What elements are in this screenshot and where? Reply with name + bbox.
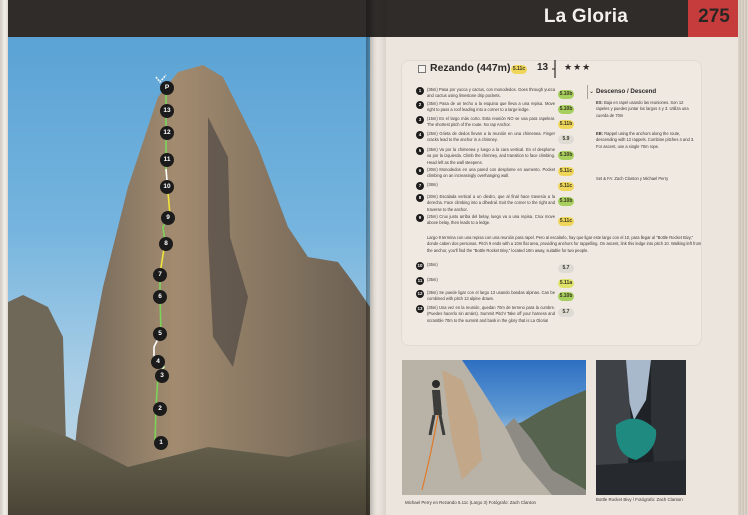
route-name: Rezando (447m) — [430, 62, 511, 74]
bivy-photo — [596, 360, 686, 495]
pitch-number: 10 — [417, 263, 423, 268]
page-edge — [0, 0, 8, 515]
pitch-description: (30m) Monodedos en una pared con desplome en aumento. Pocket climbing on an increasingly overhanging wall. — [427, 167, 555, 179]
pitch-description: (35m) — [427, 277, 438, 282]
pitch-9-note: Largo 9 termina con una repisa con una reunión para rapel. Pero al escalarlo, hay que ligar este largo con el 10, para llegar al "Bottle Rocket Bivy," donde caben dos personas. Pitch 9 ends with a 10m flat area, providing anchors for rappelling. On ascent, link this ledge into pitch 10. Walking left from the anchor, you'll find the "Bottle Rocket Bivy," located 10m away, suitable for two people. — [427, 235, 702, 253]
pitch-grade: 5.10b — [559, 91, 573, 97]
topo-marker[interactable]: 10 — [160, 180, 174, 194]
topo-marker[interactable]: 6 — [153, 290, 167, 304]
pitch-number: 13 — [417, 306, 423, 311]
pitch-grade: 5.7 — [558, 264, 574, 273]
lang-label: EB: — [596, 131, 604, 136]
descend-es-text: Baja en rapel usando las reuniones. Son 12 rapeles y puedes juntar los largos 4 y 3. Utiliza una cuerda de 70m — [596, 100, 689, 118]
chevron-down-icon[interactable]: ⌄ — [589, 89, 595, 95]
topo-marker[interactable]: 3 — [155, 369, 169, 383]
pitch-number: 4 — [416, 131, 424, 139]
descend-es — [596, 100, 697, 119]
pitch-description: (38m) — [427, 182, 438, 187]
topo-marker[interactable]: 11 — [160, 153, 174, 167]
route-checkbox[interactable] — [418, 65, 426, 73]
pitch-description: (35m) Va por la chimenea y luego a la cara vertical. En el desplome va por la izquierda. Climb the chimney, and transition to face climbing. Head left as the wall steepens. — [427, 147, 555, 165]
bivy-illustration — [596, 360, 686, 495]
pitch-grade: 5.10b — [559, 152, 573, 158]
photo-caption: Michael Perry en Rezando 5.11c (Largo 3) Fotógrafo: Zach Clanton — [405, 500, 536, 505]
topo-marker[interactable]: 4 — [151, 355, 165, 369]
pitch-grade: 5.7 — [558, 308, 574, 317]
pitch-number: 3 — [416, 116, 424, 124]
pitch-description: (35m) Una vez en la reunión, quedan 70m de terreno para la cumbre. (Puedes hacerlo sin amárs). Summit Pitch! Take off your harness and scramble 70m to the summit and bask in the glory that is La Gloria! — [427, 305, 555, 323]
topo-marker[interactable]: 8 — [159, 237, 173, 251]
photo-caption: Bottle Rocket Bivy / Fotógrafo: Zach Clanton — [596, 497, 683, 502]
credits: Set & FA: Zach Clanton y Michael Perry — [596, 176, 669, 181]
topo-marker[interactable]: 12 — [160, 126, 174, 140]
right-page — [374, 0, 748, 515]
climber-illustration — [402, 360, 586, 495]
pitch-number: 9 — [416, 214, 424, 222]
pitch-grade: 5.10b — [559, 198, 573, 204]
right-header-bar — [374, 0, 688, 37]
climber-photo — [402, 360, 586, 495]
page-title: La Gloria — [543, 6, 628, 27]
pitch-number: 2 — [416, 101, 424, 109]
topo-marker[interactable]: 5 — [153, 327, 167, 341]
pitch-description: (30m) Escalada vertical a un diedro, que al final hace travesía a la derecha. Face climbing into a dihedral. Exit the corner to the right and traverse to the anchor. — [427, 194, 555, 212]
pitch-grade: 5.11c — [559, 183, 573, 189]
topo-marker[interactable]: P — [160, 81, 174, 95]
pitch-grade: 5.10b — [559, 106, 573, 112]
left-header-bar — [8, 0, 374, 37]
descend-en-text: Rappel using the anchors along the route, descending with 12 rappels. Combine pitches 4 and 3. For ascent, use a single 70m rope. — [596, 131, 695, 149]
page-number: 275 — [698, 6, 730, 27]
topo-marker[interactable]: 9 — [161, 211, 175, 225]
topo-photo — [8, 37, 370, 515]
route-grade-badge: 5.11c — [512, 66, 526, 72]
pitch-count: 13 — [537, 62, 549, 73]
pitch-description: (25m) Crux justo arriba del belay, luego va a una repisa. Crux move above belay, then leads to a ledge. — [427, 214, 555, 226]
pitch-description: (25m) Grieta de dedos llevan a la reunión en una chimenea. Finger cracks lead to the anchor in a chimney. — [427, 131, 555, 143]
pitch-number: 7 — [416, 182, 424, 190]
pitch-number: 1 — [416, 87, 424, 95]
pitch-grade: 5.11a — [559, 280, 573, 286]
pitch-number: 8 — [416, 194, 424, 202]
pitch-number: 6 — [416, 167, 424, 175]
topo-marker[interactable]: 7 — [153, 268, 167, 282]
page-number-box — [688, 0, 740, 37]
pitch-description: (35m) Se puede ligar con el largo 13 usando bandas alpinas. Can be combined with pitch 13 alpine draws. — [427, 290, 555, 302]
topo-marker[interactable]: 13 — [160, 104, 174, 118]
page-edges — [738, 0, 748, 515]
pitch-description: (35m) — [427, 262, 438, 267]
mountain-illustration — [8, 37, 370, 515]
topo-marker[interactable]: 1 — [154, 436, 168, 450]
pitch-description: (15m) Es el largo más corto. Esta reunión NO se usa para rapelear. The shortest pitch of the route. No rap Anchor. — [427, 116, 555, 128]
topo-marker[interactable]: 2 — [153, 402, 167, 416]
rope-icon — [551, 60, 559, 78]
descend-title: Descenso / Descend — [596, 88, 657, 95]
descend-en — [596, 131, 697, 150]
pitch-grade: 5.9 — [558, 135, 574, 144]
star-rating: ★★★ — [564, 62, 592, 72]
pitch-grade: 5.11b — [559, 121, 573, 127]
pitch-description: (35m) Pasa de un techo a la esquina que lleva a una repisa. Move right to pass a roof leading into a corner to a large ledge. — [427, 101, 555, 113]
pitch-grade: 5.11c — [559, 168, 573, 174]
pitch-grade: 5.11c — [559, 218, 573, 224]
pitch-number: 12 — [417, 291, 423, 296]
pitch-number: 5 — [416, 147, 424, 155]
pitch-grade: 5.10b — [559, 293, 573, 299]
lang-label: ES: — [596, 100, 603, 105]
pitch-description: (35m) Pasa por yucca y cactus, con monodedos. Goes through yucca and cactus using limestone drip pockets. — [427, 87, 555, 99]
divider — [587, 85, 588, 99]
pitch-number: 11 — [417, 278, 423, 283]
